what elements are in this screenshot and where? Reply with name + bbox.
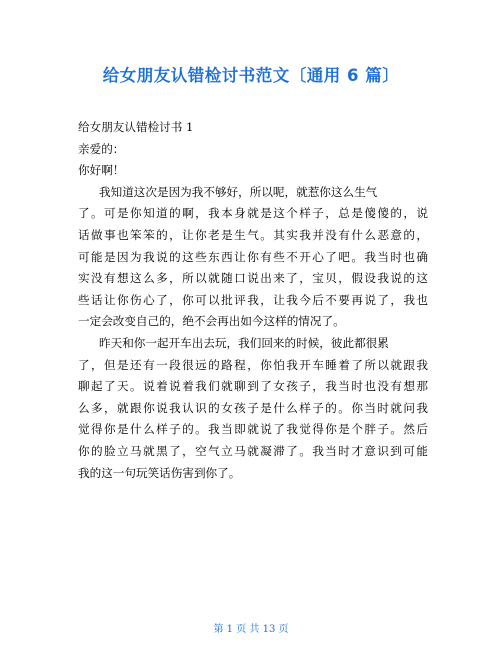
document-body — [78, 117, 428, 484]
paragraph-line: 昨天和你一起开车出去玩，我们回来的时候，彼此都很累 — [99, 335, 389, 350]
paragraph-line: 我的这一句玩笑话伤害到你了。 — [78, 465, 241, 480]
paragraph-line: 觉得你是什么样子的。我当即就说了我觉得你是个胖子。然后 — [78, 422, 428, 437]
paragraph-line: 你的脸立马就黑了，空气立马就凝滞了。我当时才意识到可能 — [78, 443, 428, 458]
paragraph-line: 聊起了天。说着说着我们就聊到了女孩子，我当时也没有想那 — [78, 379, 428, 394]
salutation: 亲爱的： — [78, 141, 125, 156]
paragraph-line: 了，但是还有一段很远的路程，你怕我开车睡着了所以就跟我 — [78, 357, 428, 372]
paragraph-line: 可能是因为我说的这些东西让你有些不开心了吧。我当时也确 — [78, 249, 428, 264]
paragraph-line: 我知道这次是因为我不够好，所以呢，就惹你这么生气 — [99, 184, 378, 199]
page-number-footer: 第 1 页 共 13 页 — [213, 624, 289, 635]
paragraph-line: 一定会改变自己的，绝不会再出如今这样的情况了。 — [78, 314, 345, 329]
paragraph-line: 话做事也笨笨的，让你老是生气。其实我并没有什么恶意的， — [78, 227, 428, 242]
paragraph-2 — [78, 333, 428, 484]
paragraph-1 — [78, 182, 428, 333]
document-title: 给女朋友认错检讨书范文〔通用 6 篇〕 — [102, 66, 400, 85]
paragraph-line: 实没有想这么多，所以就随口说出来了，宝贝，假设我说的这 — [78, 271, 428, 286]
paragraph-line: 么多，就跟你说我认识的女孩子是什么样子的。你当时就问我 — [78, 400, 428, 415]
paragraph-line: 了。可是你知道的啊，我本身就是这个样子，总是傻傻的，说 — [78, 206, 428, 221]
greeting: 你好啊！ — [78, 163, 125, 178]
section-heading: 给女朋友认错检讨书 1 — [78, 120, 194, 134]
paragraph-line: 些话让你伤心了，你可以批评我，让我今后不要再说了，我也 — [78, 292, 428, 307]
